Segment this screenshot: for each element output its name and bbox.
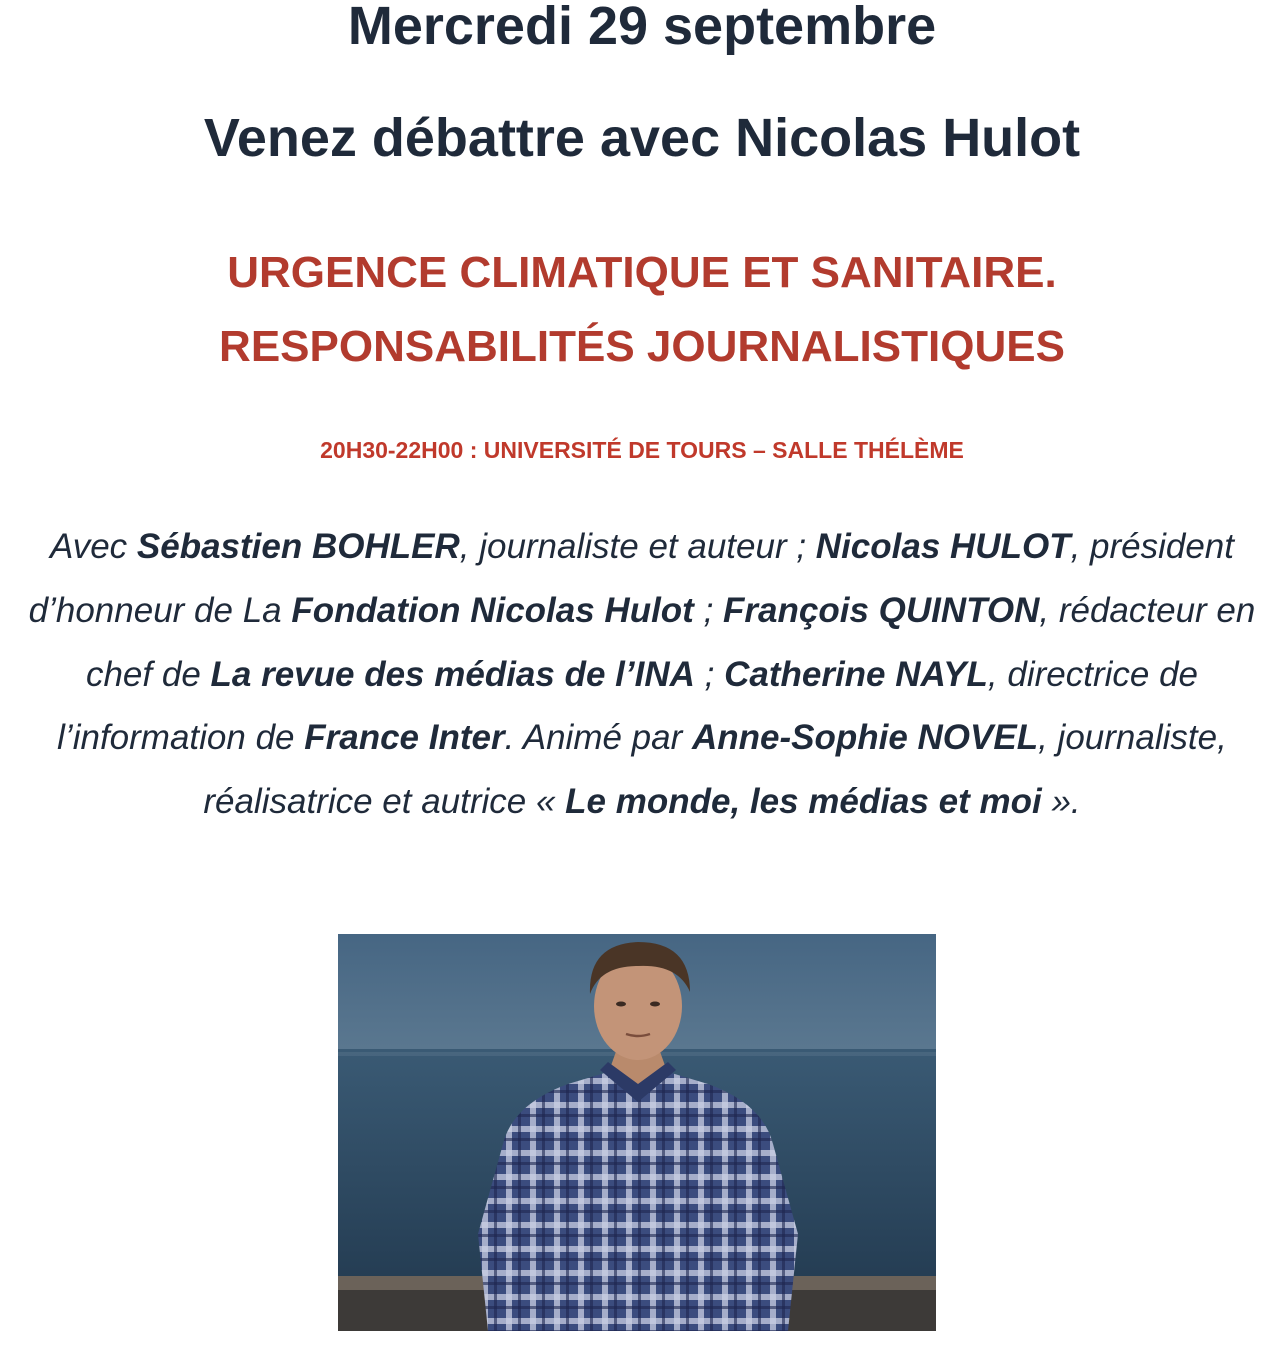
organization-name: Fondation Nicolas Hulot	[291, 590, 694, 630]
desc-text: ;	[694, 654, 725, 694]
theme-line-1: URGENCE CLIMATIQUE ET SANITAIRE.	[227, 248, 1057, 297]
desc-text: , journaliste, réalisatrice et autrice «	[203, 718, 1227, 822]
desc-text: , président d’honneur de La	[28, 527, 1234, 630]
organization-name: France Inter	[304, 718, 505, 758]
speaker-name: Catherine NAYL	[724, 654, 988, 694]
moderator-name: Anne-Sophie NOVEL	[691, 718, 1039, 758]
speaker-name: Sébastien BOHLER	[136, 527, 460, 566]
desc-text: , directrice de l’information de	[57, 654, 1199, 758]
organization-name: La revue des médias de l’INA	[210, 654, 695, 694]
desc-text: ;	[693, 590, 724, 630]
event-theme	[0, 236, 1284, 384]
desc-text: , rédacteur en chef de	[85, 590, 1256, 694]
speaker-name: François QUINTON	[723, 590, 1040, 630]
speaker-name: Nicolas HULOT	[815, 527, 1071, 566]
event-time-location: 20H30-22H00 : UNIVERSITÉ DE TOURS – SALLE THÉLÈME	[320, 437, 964, 463]
theme-line-2: RESPONSABILITÉS JOURNALISTIQUES	[219, 322, 1065, 371]
desc-text: . Animé par	[504, 718, 692, 758]
event-title: Venez débattre avec Nicolas Hulot	[203, 108, 1081, 168]
desc-text: Avec	[49, 527, 137, 566]
speakers-description	[14, 515, 1270, 834]
event-date: Mercredi 29 septembre	[347, 0, 937, 56]
desc-text: , journaliste et auteur ;	[459, 527, 816, 566]
book-title: Le monde, les médias et moi	[565, 782, 1042, 822]
speaker-photo	[338, 934, 936, 1331]
desc-text: ».	[1041, 782, 1081, 822]
